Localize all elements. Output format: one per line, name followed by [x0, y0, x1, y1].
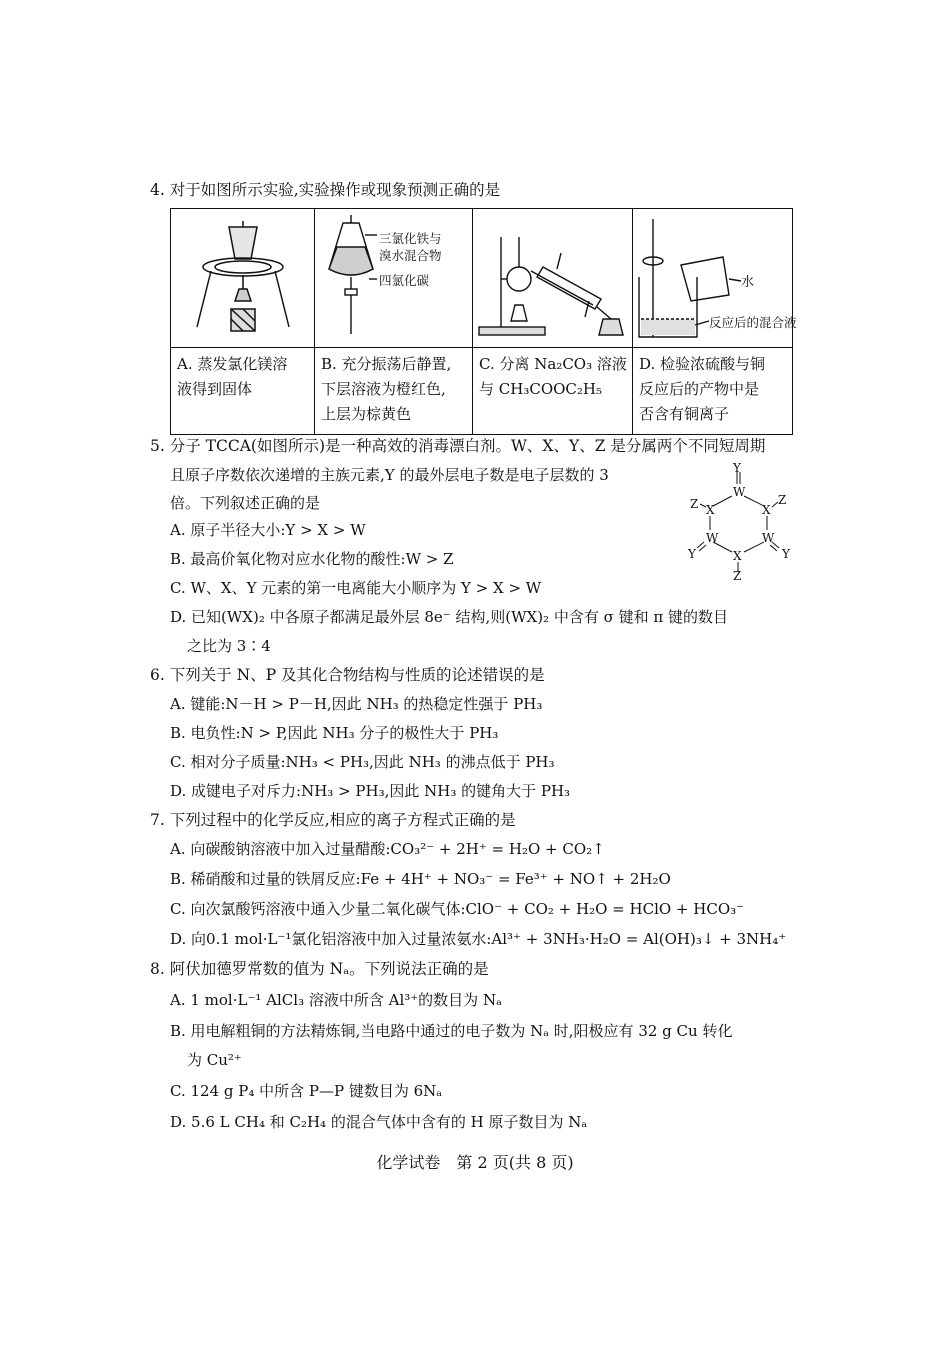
- evaporating-dish-apparatus-icon: [171, 209, 315, 343]
- atom-label: X: [762, 503, 771, 517]
- atom-label: X: [733, 549, 742, 563]
- experiment-table: [170, 208, 797, 435]
- q8-option-a: A. 1 mol·L⁻¹ AlCl₃ 溶液中所含 Al³⁺的数目为 Nₐ: [170, 991, 502, 1009]
- q8-option-d: D. 5.6 L CH₄ 和 C₂H₄ 的混合气体中含有的 H 原子数目为 Nₐ: [170, 1113, 588, 1131]
- q7-option-b: B. 稀硝酸和过量的铁屑反应:Fe + 4H⁺ + NO₃⁻ = Fe³⁺ + NO↑ + 2H₂O: [170, 870, 671, 888]
- fig-d-label-water: 水: [741, 275, 755, 290]
- option-c-cell: [473, 348, 633, 435]
- q8-option-c: C. 124 g P₄ 中所含 P—P 键数目为 6Nₐ: [170, 1082, 443, 1100]
- q5-option-a: A. 原子半径大小:Y > X > W: [170, 521, 366, 539]
- q5-option-b: B. 最高价氧化物对应水化物的酸性:W > Z: [170, 550, 454, 568]
- figure-c-distillation: [473, 209, 633, 348]
- atom-label: Y: [733, 461, 741, 475]
- question-7-stem: 7. 下列过程中的化学反应,相应的离子方程式正确的是: [150, 811, 516, 829]
- option-b-cell: [315, 348, 473, 435]
- option-b-line: 下层溶液为橙红色,: [321, 380, 446, 398]
- atom-label: X: [706, 503, 715, 517]
- page-footer: 化学试卷 第 2 页(共 8 页): [376, 1153, 574, 1172]
- figure-b-separatory-funnel: [315, 209, 473, 348]
- q8-option-b-cont: 为 Cu²⁺: [187, 1051, 242, 1069]
- fig-b-label-2: 溴水混合物: [379, 248, 442, 263]
- q6-option-a: A. 键能:N－H > P－H,因此 NH₃ 的热稳定性强于 PH₃: [170, 695, 543, 713]
- option-b-line: 上层为棕黄色: [321, 405, 412, 423]
- molecule-bonds: [680, 462, 800, 582]
- atom-label: W: [762, 531, 775, 545]
- q8-option-b: B. 用电解粗铜的方法精炼铜,当电路中通过的电子数为 Nₐ 时,阳极应有 32 g Cu 转化: [170, 1022, 733, 1040]
- q6-option-d: D. 成键电子对斥力:NH₃ > PH₃,因此 NH₃ 的键角大于 PH₃: [170, 782, 571, 800]
- atom-label: W: [706, 531, 719, 545]
- q6-option-c: C. 相对分子质量:NH₃ < PH₃,因此 NH₃ 的沸点低于 PH₃: [170, 753, 555, 771]
- fig-b-label-1: 三氯化铁与: [379, 231, 442, 246]
- option-b-line: B. 充分振荡后静置,: [321, 355, 452, 373]
- option-d-cell: [633, 348, 793, 435]
- option-d-line: D. 检验浓硫酸与铜: [639, 355, 766, 373]
- q7-option-d: D. 向0.1 mol·L⁻¹氯化铝溶液中加入过量浓氨水:Al³⁺ + 3NH₃·H₂O = Al(OH)₃↓ + 3NH₄⁺: [170, 930, 787, 948]
- atom-label: Z: [733, 569, 742, 583]
- question-5-stem-line: 且原子序数依次递增的主族元素,Y 的最外层电子数是电子层数的 3: [170, 466, 609, 484]
- fig-b-label-3: 四氯化碳: [379, 273, 430, 288]
- fig-d-label-mixture: 反应后的混合液: [709, 315, 797, 330]
- option-a-line: A. 蒸发氯化镁溶: [177, 355, 288, 373]
- option-d-line: 否含有铜离子: [639, 405, 730, 423]
- q5-option-c: C. W、X、Y 元素的第一电离能大小顺序为 Y > X > W: [170, 579, 542, 597]
- q7-option-a: A. 向碳酸钠溶液中加入过量醋酸:CO₃²⁻ + 2H⁺ = H₂O + CO₂↑: [170, 840, 605, 858]
- question-6-stem: 6. 下列关于 N、P 及其化合物结构与性质的论述错误的是: [150, 666, 545, 684]
- atom-label: Z: [690, 497, 699, 511]
- atom-label: W: [733, 485, 746, 499]
- q6-option-b: B. 电负性:N > P,因此 NH₃ 分子的极性大于 PH₃: [170, 724, 499, 742]
- option-a-line: 液得到固体: [177, 380, 253, 398]
- option-a-cell: [171, 348, 315, 435]
- tcca-molecule-structure: [680, 462, 800, 582]
- atom-label: Y: [782, 547, 790, 561]
- option-c-line: C. 分离 Na₂CO₃ 溶液: [479, 355, 627, 373]
- q5-option-d: D. 已知(WX)₂ 中各原子都满足最外层 8e⁻ 结构,则(WX)₂ 中含有 σ 键和 π 键的数目: [170, 608, 729, 626]
- q7-option-c: C. 向次氯酸钙溶液中通入少量二氧化碳气体:ClO⁻ + CO₂ + H₂O = HClO + HCO₃⁻: [170, 900, 745, 918]
- figure-a-evaporation: [171, 209, 315, 348]
- question-5-stem: 5. 分子 TCCA(如图所示)是一种高效的消毒漂白剂。W、X、Y、Z 是分属两个不同短周期: [150, 437, 766, 455]
- option-c-line: 与 CH₃COOC₂H₅: [479, 380, 602, 398]
- atom-label: Y: [688, 547, 696, 561]
- question-8-stem: 8. 阿伏加德罗常数的值为 Nₐ。下列说法正确的是: [150, 960, 489, 978]
- atom-label: Z: [778, 493, 787, 507]
- distillation-apparatus-icon: [473, 209, 633, 343]
- option-d-line: 反应后的产物中是: [639, 380, 760, 398]
- question-4-stem: 4. 对于如图所示实验,实验操作或现象预测正确的是: [150, 181, 501, 199]
- q5-option-d-cont: 之比为 3∶4: [187, 637, 271, 655]
- question-5-stem-line: 倍。下列叙述正确的是: [170, 494, 321, 512]
- figure-d-dilution: [633, 209, 797, 348]
